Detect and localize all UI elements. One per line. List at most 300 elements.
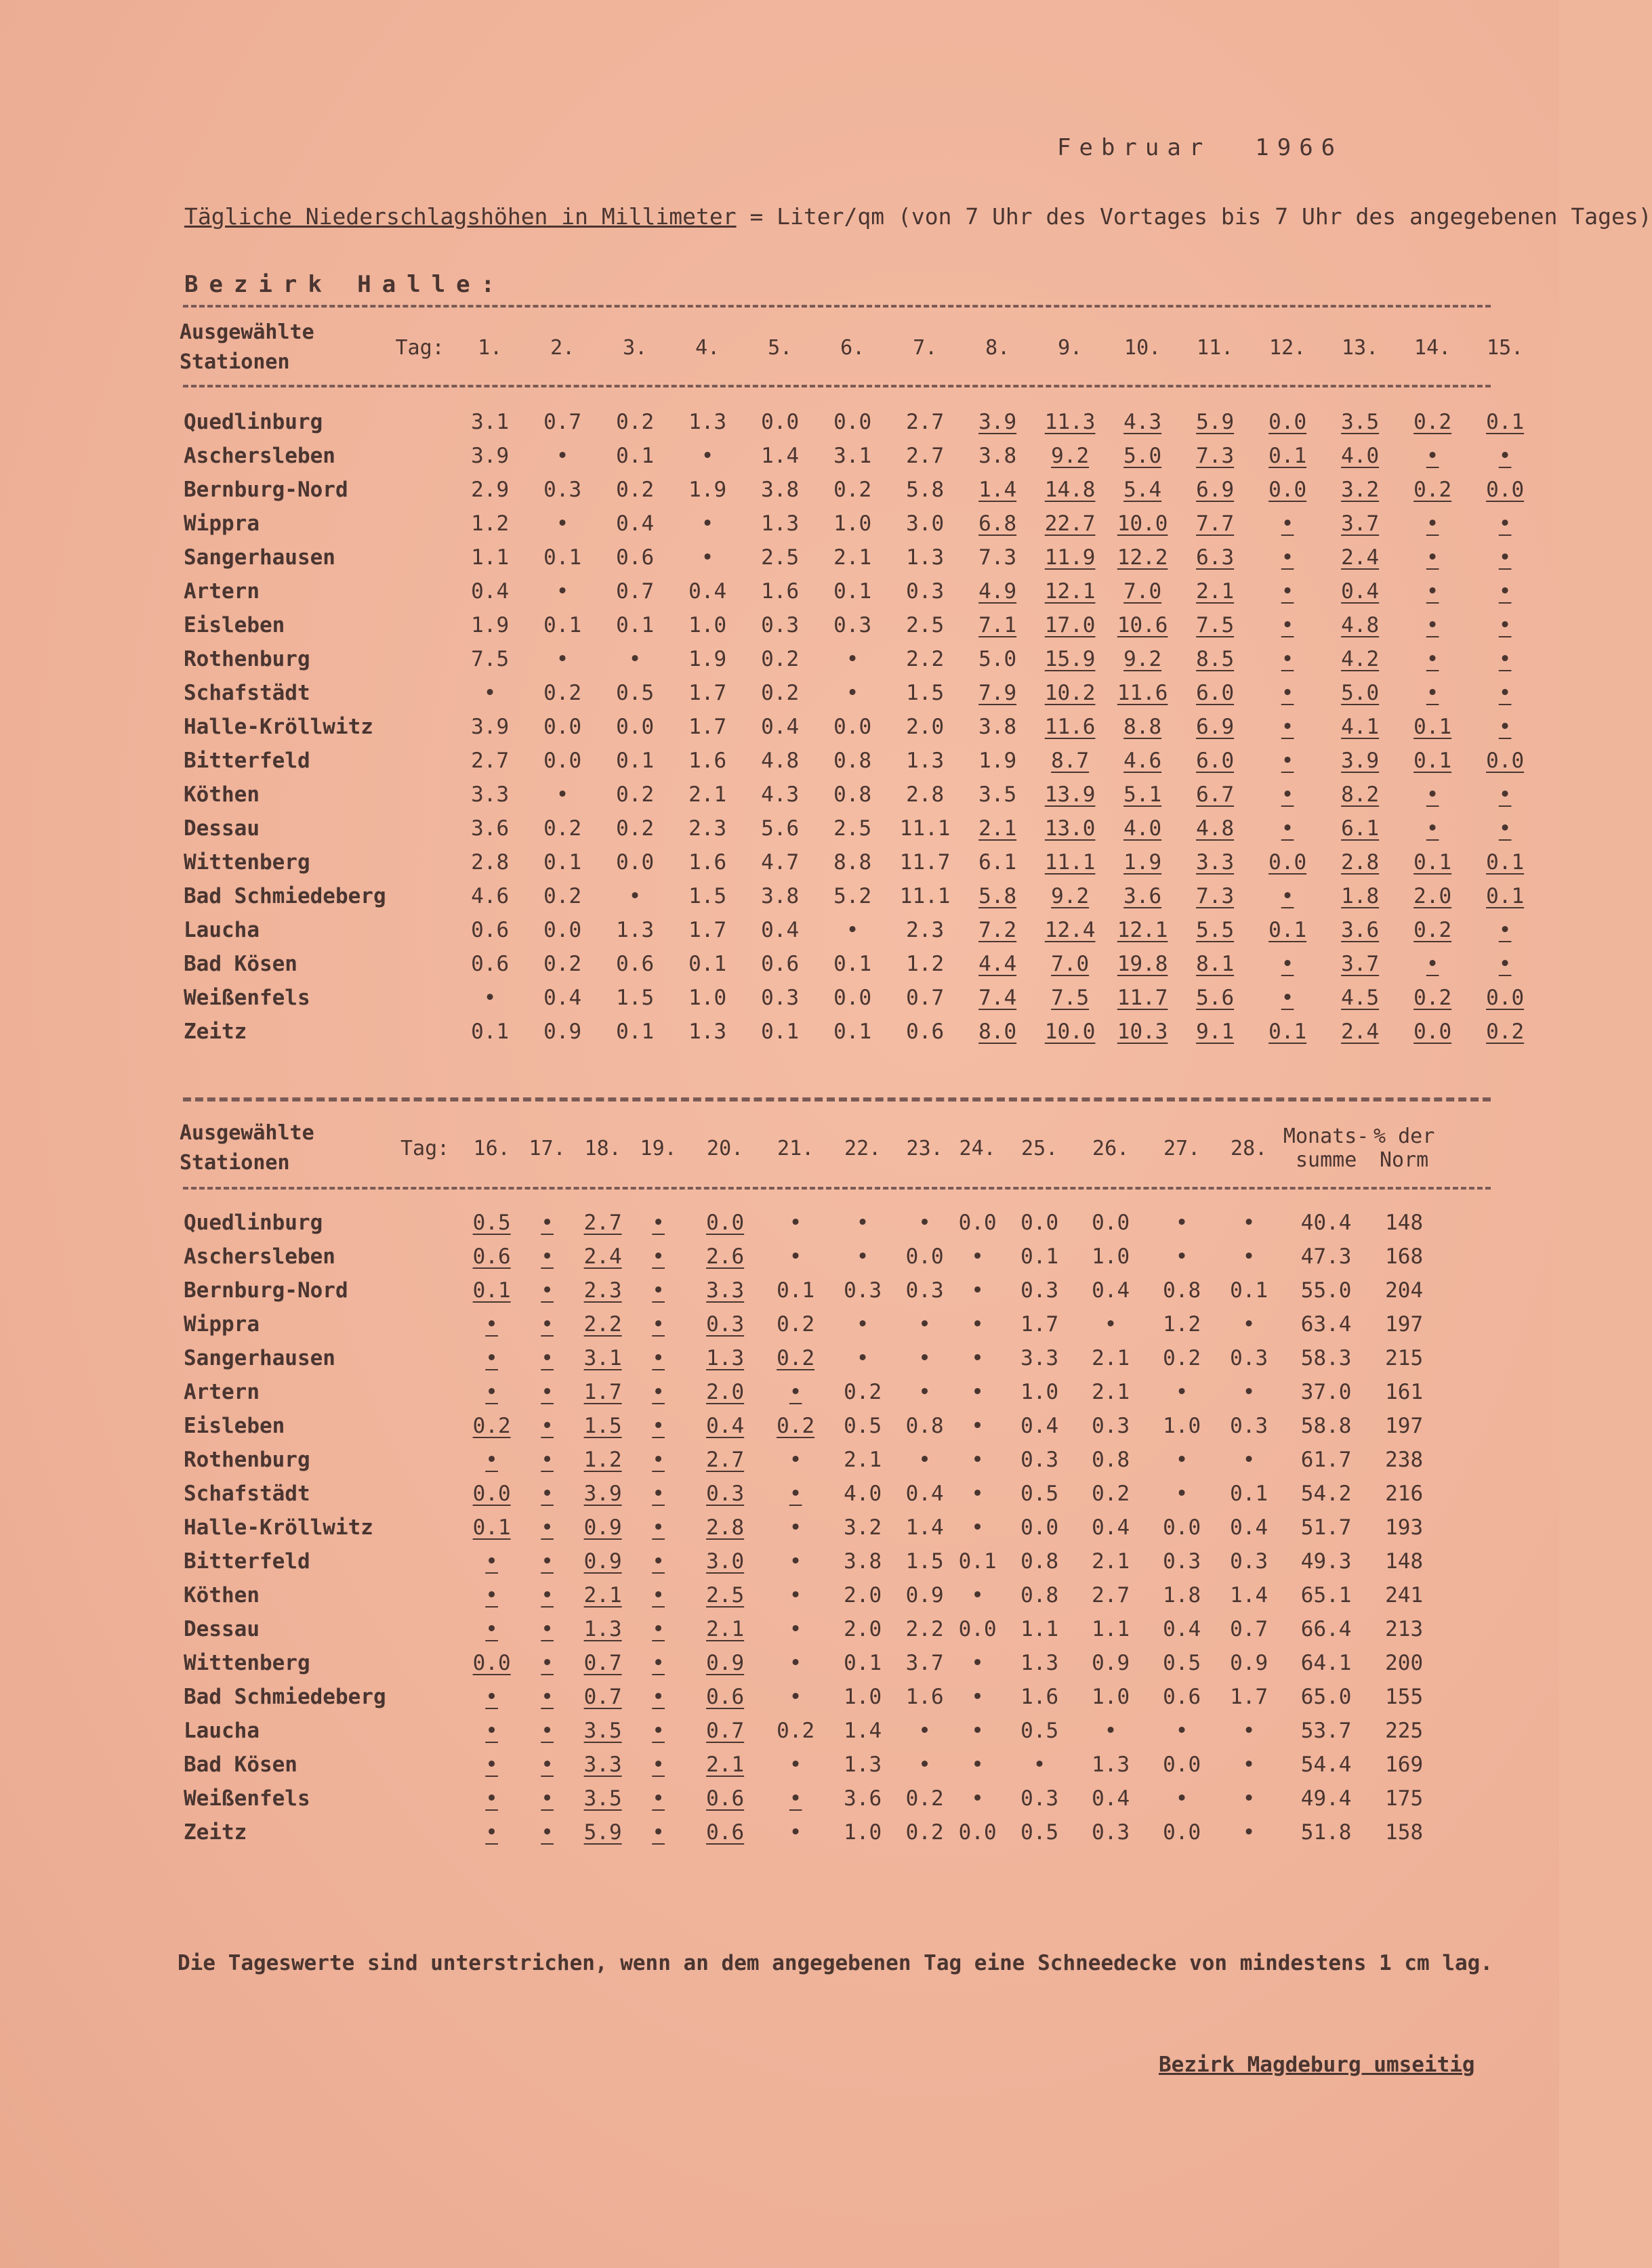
value-text: 2.4 bbox=[1341, 1020, 1380, 1044]
value-text: • bbox=[1426, 545, 1439, 570]
value-cell bbox=[1281, 1307, 1372, 1341]
value-text: 197 bbox=[1385, 1414, 1424, 1438]
value-cell bbox=[1252, 1015, 1324, 1049]
value-text: • bbox=[971, 1583, 984, 1608]
day-header: 6. bbox=[840, 335, 865, 360]
value-cell bbox=[1179, 845, 1252, 879]
value-text: 0.0 bbox=[1268, 478, 1307, 502]
value-text: 1.5 bbox=[583, 1414, 622, 1438]
value-cell bbox=[764, 1307, 827, 1341]
value-text: 10.2 bbox=[1044, 681, 1096, 705]
value-text: 2.7 bbox=[471, 749, 510, 773]
value-cell bbox=[1147, 1646, 1218, 1680]
value-cell bbox=[899, 1341, 951, 1375]
value-text: 11.6 bbox=[1044, 715, 1096, 739]
value-text: 3.7 bbox=[905, 1651, 944, 1675]
value-text: 0.7 bbox=[1230, 1617, 1268, 1641]
value-text: 17.0 bbox=[1044, 613, 1096, 637]
value-text: 2.0 bbox=[844, 1583, 882, 1608]
value-cell bbox=[899, 1680, 951, 1714]
value-cell bbox=[631, 1477, 686, 1511]
value-cell bbox=[962, 574, 1034, 608]
value-cell bbox=[575, 1646, 631, 1680]
value-text: 0.3 bbox=[761, 613, 800, 637]
value-text: 0.2 bbox=[472, 1414, 511, 1438]
value-cell bbox=[1075, 1545, 1147, 1578]
value-text: 4.8 bbox=[761, 749, 800, 773]
value-text: 66.4 bbox=[1300, 1617, 1352, 1641]
value-text: • bbox=[485, 1346, 498, 1370]
value-cell bbox=[962, 507, 1034, 541]
value-cell bbox=[817, 541, 889, 574]
value-cell bbox=[817, 845, 889, 879]
value-cell bbox=[764, 1375, 827, 1409]
day-header: 9. bbox=[1058, 335, 1083, 360]
value-cell bbox=[764, 1545, 827, 1578]
value-cell bbox=[1075, 1274, 1147, 1307]
value-text: 0.9 bbox=[1230, 1651, 1268, 1675]
value-text: 2.0 bbox=[844, 1617, 882, 1641]
day-header: 28. bbox=[1231, 1136, 1268, 1160]
value-cell bbox=[1179, 981, 1252, 1015]
value-cell bbox=[899, 1240, 951, 1274]
value-cell bbox=[1107, 845, 1179, 879]
value-text: 40.4 bbox=[1300, 1211, 1352, 1235]
table-row bbox=[180, 879, 1542, 913]
value-cell bbox=[599, 913, 672, 947]
day-header: 24. bbox=[959, 1136, 996, 1160]
value-text: 1.9 bbox=[471, 613, 510, 637]
value-text: • bbox=[628, 884, 642, 908]
value-text: 225 bbox=[1385, 1719, 1424, 1743]
value-text: 1.2 bbox=[583, 1448, 622, 1472]
value-cell bbox=[1372, 1748, 1437, 1782]
value-text: • bbox=[1498, 647, 1512, 671]
value-text: 0.3 bbox=[706, 1482, 745, 1506]
value-cell bbox=[817, 676, 889, 710]
value-text: • bbox=[541, 1244, 554, 1269]
value-text: • bbox=[1242, 1820, 1256, 1845]
value-text: 2.1 bbox=[1092, 1380, 1130, 1404]
value-text: 0.2 bbox=[905, 1786, 944, 1811]
spacer-cell bbox=[386, 981, 454, 1015]
value-cell bbox=[962, 541, 1034, 574]
value-text: 1.3 bbox=[761, 511, 800, 536]
table-row bbox=[180, 1443, 1437, 1477]
value-cell bbox=[951, 1375, 1004, 1409]
value-text: 0.3 bbox=[906, 579, 945, 604]
value-cell bbox=[1075, 1443, 1147, 1477]
value-text: • bbox=[1242, 1448, 1256, 1472]
value-cell bbox=[672, 1015, 744, 1049]
value-cell bbox=[672, 812, 744, 845]
value-cell bbox=[1324, 744, 1397, 778]
value-cell bbox=[1324, 1015, 1397, 1049]
value-text: 8.8 bbox=[833, 850, 872, 875]
value-text: 0.3 bbox=[1020, 1278, 1059, 1303]
value-text: 3.3 bbox=[706, 1278, 745, 1303]
value-text: 215 bbox=[1385, 1346, 1424, 1370]
value-text: 10.0 bbox=[1117, 511, 1168, 536]
value-text: • bbox=[541, 1482, 554, 1506]
value-text: 11.1 bbox=[1044, 850, 1096, 875]
value-text: 5.9 bbox=[583, 1820, 622, 1845]
month-year-heading bbox=[1057, 134, 1343, 161]
table-row bbox=[180, 1680, 1437, 1714]
value-cell bbox=[1218, 1477, 1281, 1511]
value-cell bbox=[526, 812, 599, 845]
value-cell bbox=[827, 1545, 899, 1578]
value-text: 0.3 bbox=[1163, 1549, 1201, 1574]
station-name: Artern bbox=[184, 1380, 260, 1404]
value-cell bbox=[1252, 981, 1324, 1015]
value-cell bbox=[764, 1680, 827, 1714]
day-header: 11. bbox=[1197, 335, 1234, 360]
value-cell bbox=[599, 947, 672, 981]
month-label: Februar bbox=[1057, 134, 1212, 161]
value-text: • bbox=[1175, 1380, 1189, 1404]
spacer-cell bbox=[386, 1782, 464, 1815]
title-underlined: Tägliche Niederschlagshöhen in Millimeter bbox=[184, 203, 737, 230]
value-text: 7.1 bbox=[978, 613, 1017, 637]
value-text: 0.2 bbox=[1092, 1482, 1130, 1506]
value-cell bbox=[1034, 947, 1107, 981]
value-cell bbox=[1034, 845, 1107, 879]
value-text: • bbox=[541, 1752, 554, 1777]
value-cell bbox=[1004, 1274, 1075, 1307]
value-cell bbox=[1004, 1240, 1075, 1274]
sum-header-line1: Monats- bbox=[1283, 1125, 1369, 1148]
value-text: 0.4 bbox=[1092, 1278, 1130, 1303]
value-cell bbox=[1469, 710, 1542, 744]
station-name: Artern bbox=[184, 579, 260, 604]
value-cell bbox=[1252, 574, 1324, 608]
value-cell bbox=[526, 947, 599, 981]
value-text: • bbox=[1175, 1244, 1189, 1269]
value-cell bbox=[526, 608, 599, 642]
value-cell bbox=[575, 1409, 631, 1443]
station-name: Aschersleben bbox=[184, 444, 335, 468]
value-text: 2.1 bbox=[833, 545, 872, 570]
value-cell bbox=[962, 879, 1034, 913]
value-text: 0.4 bbox=[616, 511, 655, 536]
value-text: 12.1 bbox=[1044, 579, 1096, 604]
value-cell bbox=[686, 1375, 764, 1409]
value-cell bbox=[951, 1409, 1004, 1443]
value-text: 0.3 bbox=[1230, 1414, 1268, 1438]
table-row bbox=[180, 1646, 1437, 1680]
spacer-cell bbox=[386, 845, 454, 879]
value-text: 0.0 bbox=[472, 1651, 511, 1675]
day-header: 14. bbox=[1414, 335, 1451, 360]
value-text: • bbox=[541, 1651, 554, 1675]
value-text: 0.0 bbox=[543, 715, 582, 739]
value-cell bbox=[744, 710, 817, 744]
value-text: 216 bbox=[1385, 1482, 1424, 1506]
value-text: 2.7 bbox=[1092, 1583, 1130, 1608]
value-text: • bbox=[971, 1752, 984, 1777]
value-cell bbox=[464, 1714, 520, 1748]
value-text: 11.9 bbox=[1044, 545, 1096, 570]
value-cell bbox=[631, 1375, 686, 1409]
value-cell bbox=[1004, 1578, 1075, 1612]
value-cell bbox=[744, 473, 817, 507]
value-text: 0.2 bbox=[543, 681, 582, 705]
station-name: Aschersleben bbox=[184, 1244, 335, 1269]
value-text: 5.6 bbox=[1196, 986, 1235, 1010]
value-text: 0.3 bbox=[543, 478, 582, 502]
station-name: Rothenburg bbox=[184, 1448, 310, 1472]
value-text: 7.9 bbox=[978, 681, 1017, 705]
value-cell bbox=[1281, 1714, 1372, 1748]
table-row bbox=[180, 1782, 1437, 1815]
value-cell bbox=[899, 1612, 951, 1646]
value-text: 0.7 bbox=[583, 1685, 622, 1709]
value-text: • bbox=[541, 1617, 554, 1641]
value-text: • bbox=[971, 1414, 984, 1438]
value-cell bbox=[1252, 710, 1324, 744]
value-text: 1.7 bbox=[688, 918, 727, 942]
value-cell bbox=[1034, 676, 1107, 710]
value-cell bbox=[464, 1748, 520, 1782]
value-text: 1.4 bbox=[978, 478, 1017, 502]
value-text: 4.0 bbox=[1123, 816, 1162, 841]
value-text: • bbox=[1426, 613, 1439, 637]
value-text: • bbox=[652, 1651, 665, 1675]
value-cell bbox=[1281, 1646, 1372, 1680]
value-cell bbox=[1075, 1307, 1147, 1341]
station-name: Bernburg-Nord bbox=[184, 478, 348, 502]
value-text: 0.6 bbox=[906, 1020, 945, 1044]
value-cell bbox=[1179, 812, 1252, 845]
value-cell bbox=[764, 1815, 827, 1849]
value-cell bbox=[464, 1782, 520, 1815]
value-text: 1.0 bbox=[688, 613, 727, 637]
value-cell bbox=[1397, 812, 1469, 845]
value-text: • bbox=[971, 1346, 984, 1370]
value-text: 5.0 bbox=[1341, 681, 1380, 705]
value-text: • bbox=[1498, 579, 1512, 604]
value-cell bbox=[599, 608, 672, 642]
value-text: 1.3 bbox=[688, 1020, 727, 1044]
value-text: 1.3 bbox=[906, 545, 945, 570]
value-cell bbox=[526, 507, 599, 541]
value-text: 0.0 bbox=[472, 1482, 511, 1506]
value-cell bbox=[1004, 1511, 1075, 1545]
value-text: 213 bbox=[1385, 1617, 1424, 1641]
value-text: 0.2 bbox=[777, 1346, 815, 1370]
value-cell bbox=[899, 1511, 951, 1545]
value-cell bbox=[1179, 778, 1252, 812]
value-cell bbox=[1147, 1612, 1218, 1646]
station-name: Dessau bbox=[184, 1617, 260, 1641]
value-cell bbox=[672, 947, 744, 981]
value-text: • bbox=[856, 1312, 869, 1337]
value-text: 3.3 bbox=[1196, 850, 1235, 875]
table-row bbox=[180, 812, 1542, 845]
value-cell bbox=[1372, 1612, 1437, 1646]
day-header: 7. bbox=[913, 335, 938, 360]
value-cell bbox=[1179, 473, 1252, 507]
value-cell bbox=[575, 1782, 631, 1815]
value-text: • bbox=[1242, 1786, 1256, 1811]
value-text: 0.1 bbox=[616, 613, 655, 637]
value-cell bbox=[1252, 744, 1324, 778]
value-text: 0.0 bbox=[616, 715, 655, 739]
value-cell bbox=[1179, 642, 1252, 676]
value-cell bbox=[1397, 981, 1469, 1015]
value-cell bbox=[454, 879, 526, 913]
value-text: 0.2 bbox=[1163, 1346, 1201, 1370]
station-header-line1: Ausgewählte bbox=[180, 320, 314, 344]
sum-header-line2: summe bbox=[1295, 1148, 1357, 1172]
value-cell bbox=[1147, 1375, 1218, 1409]
value-text: • bbox=[485, 1380, 498, 1404]
spacer-cell bbox=[386, 1545, 464, 1578]
value-cell bbox=[951, 1341, 1004, 1375]
spacer-cell bbox=[386, 1375, 464, 1409]
value-cell bbox=[686, 1680, 764, 1714]
table-row bbox=[180, 1477, 1437, 1511]
value-text: 49.4 bbox=[1300, 1786, 1352, 1811]
footnote: Die Tageswerte sind unterstrichen, wenn an dem angegebenen Tag eine Schneedecke von mindestens 1 cm lag. bbox=[178, 1951, 1493, 1975]
value-text: • bbox=[1175, 1719, 1189, 1743]
value-cell bbox=[1324, 676, 1397, 710]
value-text: 2.6 bbox=[706, 1244, 745, 1269]
value-text: • bbox=[1281, 782, 1294, 807]
value-cell bbox=[744, 981, 817, 1015]
value-cell bbox=[899, 1578, 951, 1612]
value-text: 1.6 bbox=[761, 579, 800, 604]
value-cell bbox=[686, 1815, 764, 1849]
value-cell bbox=[454, 947, 526, 981]
value-text: 0.2 bbox=[761, 647, 800, 671]
value-text: 0.2 bbox=[543, 884, 582, 908]
value-cell bbox=[817, 710, 889, 744]
value-cell bbox=[575, 1578, 631, 1612]
value-cell bbox=[962, 642, 1034, 676]
value-cell bbox=[464, 1815, 520, 1849]
value-cell bbox=[1252, 642, 1324, 676]
value-text: 0.1 bbox=[1486, 884, 1525, 908]
value-cell bbox=[1324, 439, 1397, 473]
value-text: 0.2 bbox=[616, 410, 655, 434]
value-text: 5.0 bbox=[978, 647, 1017, 671]
table-row bbox=[180, 1240, 1437, 1274]
value-cell bbox=[464, 1240, 520, 1274]
value-text: 0.8 bbox=[833, 749, 872, 773]
value-text: 2.4 bbox=[1341, 545, 1380, 570]
table-row bbox=[180, 1714, 1437, 1748]
value-cell bbox=[1324, 879, 1397, 913]
value-cell bbox=[1469, 778, 1542, 812]
value-cell bbox=[1469, 879, 1542, 913]
value-text: 0.2 bbox=[616, 478, 655, 502]
value-cell bbox=[889, 812, 962, 845]
value-text: 1.5 bbox=[905, 1549, 944, 1574]
value-text: 3.7 bbox=[1341, 511, 1380, 536]
value-text: 0.5 bbox=[844, 1414, 882, 1438]
station-column-header bbox=[180, 317, 386, 378]
value-cell bbox=[1147, 1274, 1218, 1307]
value-text: 0.1 bbox=[1020, 1244, 1059, 1269]
value-cell bbox=[1075, 1646, 1147, 1680]
value-text: 0.1 bbox=[543, 545, 582, 570]
value-text: • bbox=[1242, 1244, 1256, 1269]
value-cell bbox=[1147, 1714, 1218, 1748]
value-text: • bbox=[789, 1820, 802, 1845]
spacer-cell bbox=[386, 473, 454, 507]
value-cell bbox=[1004, 1545, 1075, 1578]
value-text: 8.2 bbox=[1341, 782, 1380, 807]
value-text: • bbox=[652, 1211, 665, 1235]
value-cell bbox=[526, 710, 599, 744]
tag-header: Tag: bbox=[395, 335, 445, 360]
value-cell bbox=[1004, 1341, 1075, 1375]
value-cell bbox=[599, 676, 672, 710]
station-name: Eisleben bbox=[184, 1414, 285, 1438]
value-cell bbox=[520, 1307, 575, 1341]
value-text: 2.7 bbox=[583, 1211, 622, 1235]
value-cell bbox=[599, 541, 672, 574]
value-cell bbox=[464, 1545, 520, 1578]
spacer-cell bbox=[386, 710, 454, 744]
value-text: 3.3 bbox=[583, 1752, 622, 1777]
value-cell bbox=[1218, 1578, 1281, 1612]
value-text: 1.5 bbox=[688, 884, 727, 908]
spacer-cell bbox=[386, 913, 454, 947]
value-cell bbox=[520, 1240, 575, 1274]
value-text: 0.6 bbox=[761, 952, 800, 976]
value-text: • bbox=[556, 782, 569, 807]
value-text: • bbox=[918, 1719, 931, 1743]
value-cell bbox=[520, 1815, 575, 1849]
value-text: • bbox=[1033, 1752, 1046, 1777]
value-text: 12.4 bbox=[1044, 918, 1096, 942]
value-cell bbox=[889, 473, 962, 507]
year-label: 1966 bbox=[1255, 134, 1344, 161]
value-cell bbox=[1372, 1477, 1437, 1511]
value-text: 1.8 bbox=[1341, 884, 1380, 908]
value-cell bbox=[1218, 1612, 1281, 1646]
day-header: 15. bbox=[1487, 335, 1524, 360]
value-cell bbox=[1075, 1409, 1147, 1443]
value-text: • bbox=[652, 1515, 665, 1540]
value-cell bbox=[744, 913, 817, 947]
value-cell bbox=[1147, 1748, 1218, 1782]
value-text: 5.6 bbox=[761, 816, 800, 841]
value-cell bbox=[599, 507, 672, 541]
value-text: 0.6 bbox=[616, 545, 655, 570]
value-text: 168 bbox=[1385, 1244, 1424, 1269]
value-text: 7.0 bbox=[1123, 579, 1162, 604]
value-text: 0.6 bbox=[706, 1786, 745, 1811]
value-cell bbox=[1281, 1612, 1372, 1646]
value-cell bbox=[520, 1748, 575, 1782]
value-cell bbox=[686, 1307, 764, 1341]
value-text: • bbox=[1498, 952, 1512, 976]
value-cell bbox=[827, 1375, 899, 1409]
value-cell bbox=[599, 981, 672, 1015]
value-cell bbox=[526, 473, 599, 507]
value-text: 0.0 bbox=[1163, 1820, 1201, 1845]
value-cell bbox=[764, 1782, 827, 1815]
station-name: Eisleben bbox=[184, 613, 285, 637]
value-cell bbox=[464, 1409, 520, 1443]
value-cell bbox=[1179, 541, 1252, 574]
day-header: 18. bbox=[584, 1136, 621, 1160]
value-cell bbox=[672, 744, 744, 778]
